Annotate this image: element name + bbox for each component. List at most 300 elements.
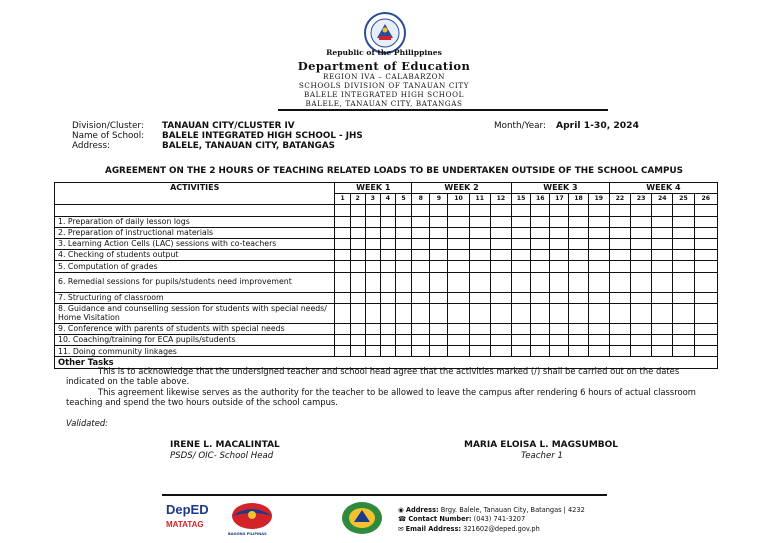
day-cell[interactable] [673, 227, 694, 238]
day-cell[interactable] [512, 272, 531, 292]
day-cell[interactable] [609, 335, 630, 346]
day-cell[interactable] [694, 323, 717, 334]
day-cell[interactable] [609, 261, 630, 272]
day-cell[interactable] [588, 250, 609, 261]
day-cell[interactable] [395, 335, 411, 346]
day-cell[interactable] [569, 227, 588, 238]
day-cell[interactable] [365, 250, 380, 261]
day-cell[interactable] [469, 205, 490, 216]
day-cell[interactable] [395, 216, 411, 227]
day-cell[interactable] [531, 261, 550, 272]
footer-address-value: Brgy. Balele, Tanauan City, Batangas | 4232 [440, 506, 585, 514]
day-cell[interactable] [694, 261, 717, 272]
day-cell[interactable] [430, 323, 448, 334]
day-cell[interactable] [412, 238, 430, 249]
day-cell[interactable] [673, 323, 694, 334]
day-cell[interactable] [490, 227, 511, 238]
day-cell[interactable] [350, 227, 365, 238]
division-value: TANAUAN CITY/CLUSTER IV [162, 121, 295, 131]
activity-label: 3. Learning Action Cells (LAC) sessions with co-teachers [55, 238, 335, 249]
day-cell[interactable] [448, 346, 469, 357]
day-cell[interactable] [469, 238, 490, 249]
day-cell[interactable] [569, 250, 588, 261]
day-cell[interactable] [365, 346, 380, 357]
table-row [55, 227, 718, 238]
day-cell[interactable] [694, 303, 717, 323]
footer-contact-value: (043) 741-3207 [473, 515, 526, 524]
day-cell[interactable] [631, 227, 652, 238]
day-cell[interactable] [412, 272, 430, 292]
day-cell[interactable] [350, 335, 365, 346]
activity-label [55, 205, 335, 216]
day-cell[interactable] [335, 292, 350, 303]
day-cell[interactable] [531, 292, 550, 303]
day-cell[interactable] [694, 292, 717, 303]
day-cell[interactable] [335, 346, 350, 357]
day-cell[interactable] [350, 205, 365, 216]
day-cell[interactable] [673, 261, 694, 272]
day-cell[interactable] [652, 205, 673, 216]
bagong-pilipinas-text: BAGONG PILIPINAS [228, 532, 267, 536]
address-label: Address: [72, 141, 110, 152]
day-cell[interactable] [631, 292, 652, 303]
day-cell[interactable] [365, 272, 380, 292]
day-cell[interactable] [631, 205, 652, 216]
bagong-pilipinas-icon [226, 502, 278, 532]
day-cell[interactable] [550, 346, 569, 357]
day-cell[interactable] [469, 292, 490, 303]
day-cell[interactable] [694, 216, 717, 227]
day-cell[interactable] [694, 250, 717, 261]
day-cell[interactable] [395, 261, 411, 272]
day-cell[interactable] [490, 272, 511, 292]
day-cell[interactable] [365, 227, 380, 238]
day-cell[interactable] [531, 303, 550, 323]
day-cell[interactable] [490, 261, 511, 272]
activity-label: 1. Preparation of daily lesson logs [55, 216, 335, 227]
day-cell[interactable] [652, 323, 673, 334]
republic-line: Republic of the Philippines [326, 48, 442, 57]
day-number: 15 [512, 194, 531, 205]
day-cell[interactable] [412, 250, 430, 261]
day-cell[interactable] [412, 216, 430, 227]
location-line: BALELE, TANAUAN CITY, BATANGAS [305, 99, 463, 108]
acknowledgement-paragraph: This is to acknowledge that the undersigned teacher and school head agree that the activities marked (/) shall be carried out on the dates indicated on the table above. [66, 366, 680, 387]
day-cell[interactable] [412, 227, 430, 238]
day-cell[interactable] [490, 205, 511, 216]
day-cell[interactable] [673, 250, 694, 261]
day-cell[interactable] [609, 205, 630, 216]
day-cell[interactable] [448, 272, 469, 292]
day-cell[interactable] [469, 216, 490, 227]
day-number: 5 [395, 194, 411, 205]
activities-header: ACTIVITIES [55, 183, 335, 205]
day-cell[interactable] [531, 250, 550, 261]
day-cell[interactable] [448, 335, 469, 346]
table-row [55, 335, 718, 346]
day-cell[interactable] [631, 323, 652, 334]
day-cell[interactable] [448, 292, 469, 303]
day-cell[interactable] [335, 272, 350, 292]
day-cell[interactable] [490, 303, 511, 323]
day-cell[interactable] [631, 303, 652, 323]
day-cell[interactable] [380, 227, 395, 238]
day-cell[interactable] [490, 238, 511, 249]
day-cell[interactable] [430, 292, 448, 303]
day-cell[interactable] [673, 272, 694, 292]
day-cell[interactable] [335, 335, 350, 346]
day-cell[interactable] [490, 323, 511, 334]
day-cell[interactable] [395, 272, 411, 292]
day-number: 1 [335, 194, 350, 205]
day-cell[interactable] [588, 272, 609, 292]
day-cell[interactable] [512, 323, 531, 334]
day-cell[interactable] [631, 216, 652, 227]
day-cell[interactable] [412, 346, 430, 357]
footer-email-value: 321602@deped.gov.ph [463, 524, 540, 533]
day-cell[interactable] [350, 292, 365, 303]
deped-matatag-logo [162, 500, 280, 538]
day-cell[interactable] [380, 205, 395, 216]
day-cell[interactable] [569, 346, 588, 357]
week-header: WEEK 2 [412, 183, 512, 194]
day-cell[interactable] [448, 303, 469, 323]
day-cell[interactable] [652, 303, 673, 323]
email-icon: ✉ [398, 524, 404, 533]
day-cell[interactable] [350, 272, 365, 292]
day-cell[interactable] [673, 303, 694, 323]
day-number: 11 [469, 194, 490, 205]
day-cell[interactable] [469, 261, 490, 272]
day-cell[interactable] [469, 335, 490, 346]
day-cell[interactable] [380, 250, 395, 261]
day-cell[interactable] [380, 216, 395, 227]
info-values [162, 121, 363, 152]
day-cell[interactable] [588, 335, 609, 346]
day-cell[interactable] [469, 250, 490, 261]
day-cell[interactable] [512, 335, 531, 346]
day-number: 4 [380, 194, 395, 205]
activity-label: 10. Coaching/training for ECA pupils/students [55, 335, 335, 346]
day-cell[interactable] [569, 335, 588, 346]
contact-row [398, 515, 585, 524]
day-cell[interactable] [609, 303, 630, 323]
day-cell[interactable] [673, 335, 694, 346]
day-cell[interactable] [412, 205, 430, 216]
day-cell[interactable] [550, 261, 569, 272]
region-line: REGION IVA – CALABARZON [322, 72, 446, 81]
day-cell[interactable] [569, 261, 588, 272]
day-cell[interactable] [609, 346, 630, 357]
day-cell[interactable] [569, 272, 588, 292]
day-cell[interactable] [380, 335, 395, 346]
day-cell[interactable] [631, 261, 652, 272]
day-cell[interactable] [609, 272, 630, 292]
day-cell[interactable] [448, 227, 469, 238]
day-cell[interactable] [512, 238, 531, 249]
day-cell[interactable] [531, 205, 550, 216]
week-header: WEEK 4 [609, 183, 717, 194]
day-cell[interactable] [350, 261, 365, 272]
day-cell[interactable] [380, 303, 395, 323]
day-cell[interactable] [588, 216, 609, 227]
day-cell[interactable] [550, 238, 569, 249]
day-cell[interactable] [652, 261, 673, 272]
day-cell[interactable] [512, 261, 531, 272]
day-number: 24 [652, 194, 673, 205]
day-cell[interactable] [512, 346, 531, 357]
day-cell[interactable] [395, 205, 411, 216]
day-cell[interactable] [588, 303, 609, 323]
day-cell[interactable] [694, 272, 717, 292]
day-cell[interactable] [550, 323, 569, 334]
teacher-title: Teacher 1 [521, 451, 563, 461]
info-labels [72, 121, 144, 152]
day-cell[interactable] [380, 346, 395, 357]
day-cell[interactable] [380, 238, 395, 249]
day-cell[interactable] [569, 205, 588, 216]
day-cell[interactable] [588, 323, 609, 334]
activity-label: 6. Remedial sessions for pupils/students need improvement [55, 272, 335, 292]
day-cell[interactable] [588, 346, 609, 357]
day-cell[interactable] [609, 216, 630, 227]
day-cell[interactable] [365, 205, 380, 216]
day-cell[interactable] [335, 227, 350, 238]
day-cell[interactable] [490, 216, 511, 227]
day-cell[interactable] [652, 250, 673, 261]
day-cell[interactable] [631, 272, 652, 292]
day-cell[interactable] [569, 216, 588, 227]
day-cell[interactable] [395, 303, 411, 323]
day-cell[interactable] [652, 216, 673, 227]
day-cell[interactable] [490, 346, 511, 357]
day-cell[interactable] [335, 250, 350, 261]
day-cell[interactable] [531, 346, 550, 357]
day-cell[interactable] [673, 205, 694, 216]
day-cell[interactable] [395, 227, 411, 238]
day-cell[interactable] [512, 227, 531, 238]
day-cell[interactable] [469, 303, 490, 323]
day-cell[interactable] [694, 205, 717, 216]
day-cell[interactable] [430, 227, 448, 238]
day-cell[interactable] [365, 323, 380, 334]
day-cell[interactable] [631, 238, 652, 249]
activity-rows [55, 205, 718, 368]
day-cell[interactable] [380, 292, 395, 303]
day-cell[interactable] [673, 216, 694, 227]
day-cell[interactable] [430, 250, 448, 261]
day-cell[interactable] [652, 272, 673, 292]
day-cell[interactable] [631, 346, 652, 357]
day-cell[interactable] [694, 346, 717, 357]
day-cell[interactable] [652, 292, 673, 303]
day-cell[interactable] [365, 261, 380, 272]
day-cell[interactable] [430, 238, 448, 249]
day-cell[interactable] [512, 216, 531, 227]
day-cell[interactable] [531, 238, 550, 249]
day-cell[interactable] [469, 323, 490, 334]
day-cell[interactable] [609, 292, 630, 303]
school-head-title: PSDS/ OIC- School Head [170, 451, 274, 461]
day-cell[interactable] [412, 335, 430, 346]
day-number: 10 [448, 194, 469, 205]
validated-label: Validated: [66, 418, 109, 428]
day-cell[interactable] [673, 346, 694, 357]
day-cell[interactable] [430, 335, 448, 346]
day-cell[interactable] [469, 272, 490, 292]
day-cell[interactable] [365, 238, 380, 249]
footer-email-label: Email Address: [405, 524, 462, 533]
deped-logo-text: DepED [166, 502, 209, 517]
day-cell[interactable] [512, 292, 531, 303]
activity-label: 7. Structuring of classroom [55, 292, 335, 303]
day-cell[interactable] [448, 261, 469, 272]
day-cell[interactable] [550, 205, 569, 216]
footer-address-label: Address: [405, 506, 439, 514]
day-cell[interactable] [652, 238, 673, 249]
day-cell[interactable] [365, 216, 380, 227]
day-cell[interactable] [365, 303, 380, 323]
day-cell[interactable] [448, 250, 469, 261]
day-cell[interactable] [430, 261, 448, 272]
day-cell[interactable] [694, 227, 717, 238]
day-cell[interactable] [531, 216, 550, 227]
day-cell[interactable] [550, 272, 569, 292]
address-value: BALELE, TANAUAN CITY, BATANGAS [162, 141, 336, 152]
day-cell[interactable] [350, 250, 365, 261]
day-cell[interactable] [609, 323, 630, 334]
day-cell[interactable] [652, 227, 673, 238]
day-cell[interactable] [335, 216, 350, 227]
day-cell[interactable] [609, 250, 630, 261]
day-cell[interactable] [448, 216, 469, 227]
day-cell[interactable] [631, 250, 652, 261]
day-cell[interactable] [588, 292, 609, 303]
day-cell[interactable] [395, 346, 411, 357]
day-cell[interactable] [395, 238, 411, 249]
day-cell[interactable] [412, 323, 430, 334]
table-row [55, 261, 718, 272]
day-cell[interactable] [673, 238, 694, 249]
header-divider [278, 109, 608, 111]
day-cell[interactable] [490, 335, 511, 346]
day-cell[interactable] [652, 335, 673, 346]
day-cell[interactable] [512, 250, 531, 261]
day-cell[interactable] [448, 238, 469, 249]
day-cell[interactable] [550, 216, 569, 227]
day-cell[interactable] [395, 323, 411, 334]
day-cell[interactable] [335, 303, 350, 323]
activity-label: 8. Guidance and counselling session for students with special needs/ Home Visitation [55, 303, 335, 323]
blank-row [55, 205, 718, 216]
day-cell[interactable] [395, 250, 411, 261]
day-cell[interactable] [365, 335, 380, 346]
day-cell[interactable] [490, 292, 511, 303]
day-cell[interactable] [550, 250, 569, 261]
day-cell[interactable] [569, 292, 588, 303]
day-cell[interactable] [335, 238, 350, 249]
day-cell[interactable] [588, 238, 609, 249]
address-row [398, 506, 585, 515]
day-cell[interactable] [412, 261, 430, 272]
school-line: BALELE INTEGRATED HIGH SCHOOL [303, 90, 465, 99]
department-line: Department of Education [297, 59, 471, 73]
day-cell[interactable] [673, 292, 694, 303]
day-cell[interactable] [412, 292, 430, 303]
day-cell[interactable] [531, 323, 550, 334]
day-cell[interactable] [380, 272, 395, 292]
day-cell[interactable] [365, 292, 380, 303]
week-header: WEEK 3 [512, 183, 610, 194]
day-cell[interactable] [430, 216, 448, 227]
day-cell[interactable] [380, 261, 395, 272]
day-number: 17 [550, 194, 569, 205]
day-cell[interactable] [430, 205, 448, 216]
day-cell[interactable] [588, 227, 609, 238]
day-cell[interactable] [550, 303, 569, 323]
day-cell[interactable] [531, 272, 550, 292]
day-cell[interactable] [335, 323, 350, 334]
day-cell[interactable] [430, 346, 448, 357]
day-cell[interactable] [412, 303, 430, 323]
day-cell[interactable] [469, 346, 490, 357]
activity-label: 9. Conference with parents of students with special needs [55, 323, 335, 334]
day-cell[interactable] [335, 205, 350, 216]
day-cell[interactable] [609, 227, 630, 238]
day-cell[interactable] [350, 238, 365, 249]
day-number: 23 [631, 194, 652, 205]
phone-icon: ☎ [398, 515, 407, 524]
day-cell[interactable] [512, 205, 531, 216]
day-cell[interactable] [350, 346, 365, 357]
day-cell[interactable] [550, 292, 569, 303]
day-cell[interactable] [550, 335, 569, 346]
table-row [55, 238, 718, 249]
activity-label: 4. Checking of students output [55, 250, 335, 261]
day-cell[interactable] [430, 272, 448, 292]
day-cell[interactable] [430, 303, 448, 323]
day-cell[interactable] [631, 335, 652, 346]
day-cell[interactable] [531, 335, 550, 346]
day-cell[interactable] [395, 292, 411, 303]
table-row [55, 303, 718, 323]
day-cell[interactable] [694, 238, 717, 249]
day-cell[interactable] [380, 323, 395, 334]
day-cell[interactable] [335, 261, 350, 272]
day-cell[interactable] [652, 346, 673, 357]
day-cell[interactable] [694, 335, 717, 346]
day-cell[interactable] [588, 205, 609, 216]
email-row [398, 525, 585, 534]
day-cell[interactable] [550, 227, 569, 238]
day-cell[interactable] [448, 205, 469, 216]
day-cell[interactable] [569, 323, 588, 334]
day-cell[interactable] [350, 323, 365, 334]
activity-label: 11. Doing community linkages [55, 346, 335, 357]
day-number: 19 [588, 194, 609, 205]
day-cell[interactable] [350, 216, 365, 227]
day-cell[interactable] [512, 303, 531, 323]
day-cell[interactable] [448, 323, 469, 334]
day-cell[interactable] [469, 227, 490, 238]
day-cell[interactable] [490, 250, 511, 261]
day-cell[interactable] [350, 303, 365, 323]
day-cell[interactable] [588, 261, 609, 272]
day-cell[interactable] [531, 227, 550, 238]
day-cell[interactable] [609, 238, 630, 249]
day-cell[interactable] [569, 303, 588, 323]
day-cell[interactable] [569, 238, 588, 249]
